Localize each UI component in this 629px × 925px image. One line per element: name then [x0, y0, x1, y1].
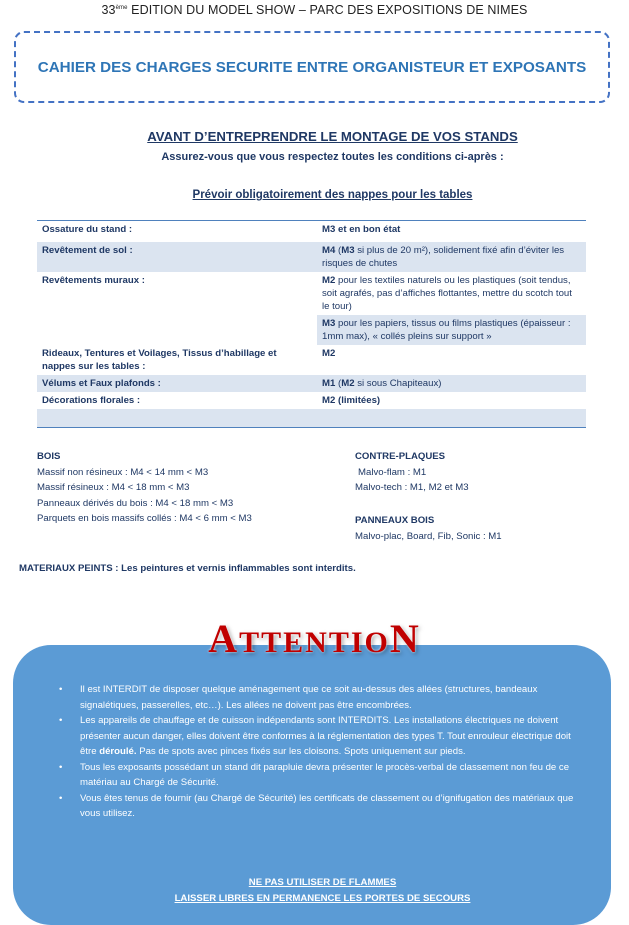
no-flames-warning: NE PAS UTILISER DE FLAMMES: [248, 877, 397, 888]
muraux-text-m3: pour les papiers, tissus ou films plastiques (épaisseur : 1mm max), « collés pleins sur support »: [322, 318, 571, 342]
list-item: Malvo-tech : M1, M2 et M3: [355, 482, 469, 493]
bois-section: [37, 449, 252, 527]
painted-materials-note: MATERIAUX PEINTS : Les peintures et vernis inflammables sont interdits.: [19, 563, 356, 574]
contre-plaques-section: [355, 449, 469, 496]
list-item: Massif résineux : M4 < 18 mm < M3: [37, 482, 190, 493]
document-title-box: [14, 31, 610, 103]
table-row-ossature: [37, 221, 586, 239]
intro-heading: AVANT D’ENTREPRENDRE LE MONTAGE DE VOS STANDS: [147, 129, 518, 144]
ossature-value: M3 et en bon état: [322, 224, 401, 235]
edition-header: [0, 3, 629, 17]
list-item: [59, 713, 587, 760]
list-item: Panneaux dérivés du bois : M4 < 18 mm < M3: [37, 497, 234, 509]
decorations-value: M2 (limitées): [322, 395, 381, 406]
sol-class-m4: M4: [322, 245, 336, 256]
list-item: Parquets en bois massifs collés : M4 < 6 mm < M3: [37, 513, 252, 524]
attention-letter-a: A: [208, 616, 240, 661]
muraux-label: Revêtements muraux :: [42, 275, 145, 286]
contre-plaques-heading: CONTRE-PLAQUES: [355, 451, 446, 462]
ossature-label: Ossature du stand :: [42, 224, 133, 235]
list-item: Malvo-plac, Board, Fib, Sonic : M1: [355, 530, 502, 542]
sol-text-1: (: [335, 245, 342, 256]
bois-heading: BOIS: [37, 451, 61, 462]
velums-text-2: si sous Chapiteaux): [354, 378, 442, 389]
panneaux-bois-section: [355, 513, 502, 544]
rideaux-label: Rideaux, Tentures et Voilages, Tissus d’habillage et nappes sur les tables :: [42, 348, 277, 372]
document-title: CAHIER DES CHARGES SECURITE ENTRE ORGANISTEUR ET EXPOSANTS: [37, 58, 587, 76]
bullet-2-text-b: Pas de spots avec pinces fixés sur les cloisons. Spots uniquement sur pieds.: [136, 746, 466, 757]
velums-label: Vélums et Faux plafonds :: [37, 375, 317, 392]
emergency-exits-warning: LAISSER LIBRES EN PERMANENCE LES PORTES DE SECOURS: [174, 893, 471, 904]
attention-middle: TTENTIO: [239, 626, 390, 659]
velums-class-m1: M1: [322, 378, 336, 389]
edition-number: 33: [101, 3, 116, 17]
nappes-requirement: Prévoir obligatoirement des nappes pour les tables: [192, 189, 473, 201]
velums-value: [317, 375, 586, 392]
table-row-velums: [37, 375, 586, 392]
panneaux-bois-heading: PANNEAUX BOIS: [355, 515, 435, 526]
decorations-label: Décorations florales :: [42, 395, 141, 406]
muraux-text-m2: pour les textiles naturels ou les plastiques (soit tendus, soit agrafés, pas d’affiches flottantes, mettre du scotch tout le tour): [322, 275, 572, 312]
list-item: • Tous les exposants possédant un stand dit parapluie devra présenter le procès-verbal de classement non feu de ce matériau au Chargé de Sécurité.: [59, 760, 587, 791]
rideaux-value: M2: [322, 348, 336, 359]
edition-text: EDITION DU MODEL SHOW – PARC DES EXPOSITIONS DE NIMES: [131, 3, 528, 17]
attention-bullet-list: [59, 682, 587, 822]
list-item: Massif non résineux : M4 < 14 mm < M3: [37, 466, 209, 478]
table-row-blank: [37, 409, 586, 428]
muraux-class-m2: M2: [322, 275, 336, 286]
muraux-value-m3: [317, 315, 586, 345]
attention-letter-n: N: [389, 616, 421, 661]
list-item: • Il est INTERDIT de disposer quelque aménagement que ce soit au-dessus des allées (structures, bandeaux signalétiques, passerelles, etc…). Les allées ne doivent pas être encombrées.: [59, 682, 587, 713]
sol-value: [317, 242, 586, 272]
list-item: • Vous êtes tenus de fournir (au Chargé de Sécurité) les certificats de classement ou d’ignifugation des matériaux que vous utilisez.: [59, 791, 587, 822]
muraux-value-m2: [317, 272, 586, 315]
sol-label: Revêtement de sol :: [37, 242, 317, 272]
bullet-2-bold: déroulé.: [99, 746, 137, 757]
table-row-muraux: [37, 272, 586, 315]
bullet-2-text-a: Les appareils de chauffage et de cuisson indépendants sont INTERDITS. Les installations électriques ne doivent présenter aucun danger, elles doivent être conformes à la réglementation des types T. Tout enrouleur électrique doit être: [80, 715, 571, 757]
table-row-decorations: [37, 392, 586, 409]
velums-class-m2: M2: [341, 378, 355, 389]
edition-suffix: ème: [115, 4, 128, 11]
velums-text-1: (: [335, 378, 342, 389]
list-item: Malvo-flam : M1: [358, 466, 427, 478]
table-row-sol: [37, 242, 586, 272]
sol-class-m3: M3: [341, 245, 355, 256]
fire-rating-table: [37, 220, 586, 428]
attention-heading: [0, 615, 629, 662]
table-row-rideaux: [37, 345, 586, 375]
sol-text-2: si plus de 20 m²), solidement fixé afin d’éviter les risques de chutes: [322, 245, 565, 269]
intro-subheading: Assurez-vous que vous respectez toutes les conditions ci-après :: [161, 151, 504, 163]
muraux-class-m3: M3: [322, 318, 336, 329]
